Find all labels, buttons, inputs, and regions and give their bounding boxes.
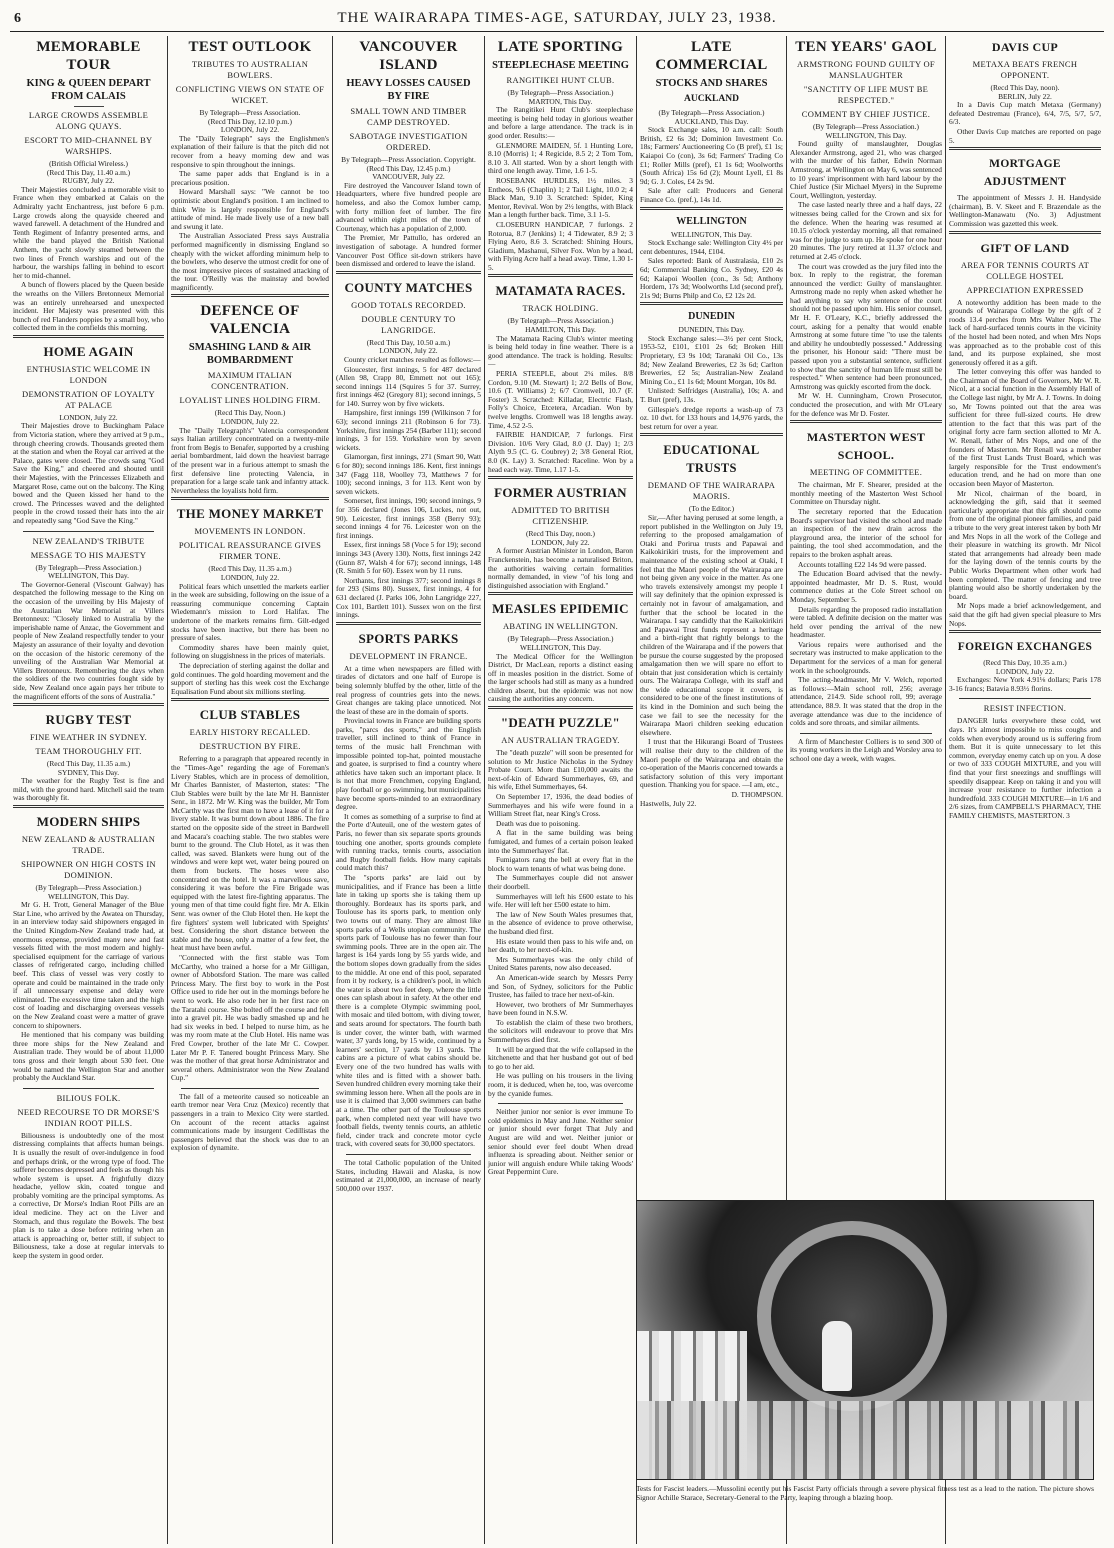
paragraph: Commodity shares have been mainly quiet, following on sluggishness in the prices of materials. [171,642,329,661]
headline: LATE COMMERCIAL [655,39,768,73]
headline: MEASLES EPIDEMIC [492,601,629,617]
deck: TEAM THOROUGHLY FIT. [35,746,142,757]
paragraph: Provincial towns in France are building sports parks, "parcs des sports," and the English traveller, still inclined to think of France in terms of the music hall Frenchman with impossible pointed top-hat, pointed moustache and goatee, is surprised to find a country where athletics have taken such an important place. It is not that more Frenchmen, copying England, play football or go swimming, but municipalities have become sports-minded to an extraordinary degree. [336,716,481,812]
news-photograph [636,1200,1094,1480]
column-7 [946,36,1104,1196]
deck: DEMONSTRATION OF LOYALTY AT PALACE [22,388,155,410]
dateline: LONDON, July 22. [220,125,280,135]
paragraph: The Australian Associated Press says Australia performed magnificently in dismissing England so cheaply with the wicket affording minimum help to the bowlers, who deserve the utmost credit for one of the most impressive pieces of sustained attacking of the tour. O'Reilly was the mainstay and bowled magnificently. [171,231,329,292]
paragraph: The Medical Officer for the Wellington District, Dr MacLean, reports a distinct easing off in measles position in the district. Some of the larger schools had still as many as a hundred children absent, but the epidemic was not now causing the authorities any concern. [488,651,633,704]
paragraph: Glamorgan, first innings, 271 (Smart 90, Watt 6 for 80); second innings 186. Kent, first innings 347 (Fagg 118, Woolley 73, Matthews 7 for 100); second innings, 3 for 113. Kent won by seven wickets. [336,452,481,496]
paragraph: The fall of a meteorite caused so noticeable an earth tremor near Vera Cruz (Mexico) recently that passengers in a train to Mexico City were startled. On account of the recent attacks against communications made by insurgent Cedillistas the passengers believed that the shock was due to an explosion of dynamite. [171,1091,329,1153]
headline: EDUCATIONAL TRUSTS [663,443,760,476]
paragraph: A firm of Manchester Colliers is to send 300 of its young workers in the Leigh and Worsley area to school one day a week, with wages. [790,736,942,763]
deck: ESCORT TO MID-CHANNEL BY WARSHIPS. [24,135,153,156]
deck: "SANCTITY OF LIFE MUST BE RESPECTED." [803,84,929,105]
headline: COUNTY MATCHES [344,279,473,295]
dateline: WELLINGTON, This Day. [825,130,907,140]
deck: DOUBLE CENTURY TO LANGRIDGE. [361,313,456,335]
deck: CONFLICTING VIEWS ON STATE OF WICKET. [175,84,325,105]
dateline: MARTON, This Day. [528,96,593,106]
deck: LARGE CROWDS ASSEMBLE ALONG QUAYS. [28,110,149,131]
credit: (By Telegraph—Press Association.) [507,88,614,97]
deck: LOYALIST LINES HOLDING FIRM. [179,395,321,406]
deck: SABOTAGE INVESTIGATION ORDERED. [349,131,468,152]
paragraph: Stock Exchange sales:—3½ per cent Stock, 1953-52, £101, £101 2s 6d; Broken Hill Proprietary, £3 9s 10d; Taranaki Oil Co., 13s 8d; New Zealand Breweries, £2 3s 6d; Carlton Breweries, £2 5s; Australian-New Zealand Mining Co., £1 1s 6d; Mount Morgan, 10s 8d. [640,333,783,386]
advert-text: DANGER lurks everywhere these cold, wet days. It's almost impossible to miss coughs and colds when everybody around us is suffering from them. But it is quite unnecessary to let this common, everyday enemy catch up on you. A dose or two of 333 COUGH MIXTURE, and you will find that your first sneezings and snufflings will speedily disappear. Keep on taking it and you will increase your resistance to further infection a hundredfold. 333 COUGH MIXTURE—in 1/6 and 2/6 sizes, from CAMPBELL'S PHARMACY, THE FAMILY CHEMISTS, MASTERTON. 3 [949,716,1101,820]
dateline: BERLIN, July 22. [998,91,1052,101]
headline: HOME AGAIN [43,343,134,359]
headline: DAVIS CUP [991,40,1059,54]
headline: MORTGAGE ADJUSTMENT [983,158,1067,189]
subheadline: STOCKS AND SHARES [655,78,768,89]
paragraph: Mr Nops made a brief acknowledgement, and said that the gift had given special pleasure to Mrs Nops. [949,601,1101,628]
paragraph: The weather for the Rugby Test is fine and mild, with the ground hard. Mitchell said the team was thoroughly fit. [13,776,164,803]
paragraph: The Rangitikei Hunt Club's steeplechase meeting is being held today in glorious weather and before a large attendance. The track is in good order. Results:— [488,105,633,140]
received: (Recd This Day, 11.40 a.m.) [46,167,131,177]
deck: TRACK HOLDING. [522,303,599,314]
paragraph: Fire destroyed the Vancouver Island town of Headquarters, where five hundred people are homeless, and also the Comox lumber camp, with forty million feet of lumber. The fire advanced within eight miles of the town of Courtenay, which has a population of 2,000. [336,180,481,233]
received: (Recd This Day, 10.50 a.m.) [366,337,451,347]
dateline: WELLINGTON, This Day. [671,229,752,239]
paragraph: Stock Exchange sale: Wellington City 4½ per cent debentures, 1944, £104. [640,238,783,256]
headline: MODERN SHIPS [36,814,141,830]
deck: AREA FOR TENNIS COURTS AT COLLEGE HOSTEL [960,259,1090,281]
credit: By Telegraph—Press Association. Copyright. [341,155,476,164]
deck: COMMENT BY CHIEF JUSTICE. [801,109,931,119]
received: (Recd This Day, 12.10 p.m.) [208,116,292,126]
credit: By Telegraph—Press Association. [199,108,301,117]
paragraph: Fumigators rang the bell at every flat in the block to warn tenants of what was being done. [488,855,633,873]
paragraph: The secretary reported that the Education Board's supervisor had visited the school and made an inspection of the new drain across the playground area, the interior of the school for painting, the tool shed accommodation, and the repairs to the broken asphalt areas. [790,506,942,559]
dateline: HAMILTON, This Day. [525,325,596,335]
column-5 [637,36,786,1196]
blazing-hoop [757,1221,947,1411]
column-3 [333,36,484,1544]
headline: THE MONEY MARKET [176,506,324,522]
paragraph: The total Catholic population of the United States, including Hawaii and Alaska, is now estimated at 21,000,000, an increase of nearly 500,000 over 1937. [336,1157,481,1193]
deck: ADMITTED TO BRITISH CITIZENSHIP. [511,505,610,527]
column-1 [10,36,167,1544]
paragraph: Mr G. H. Trott, General Manager of the Blue Star Line, who arrived by the Awatea on Thursday, in an interview today said shipowners engaged in the United Kingdom-New Zealand trade had, at enormous expense, provided many new and fast vessels fitted with the most modern and highly-specialised equipment for the carriage of various classes of refrigerated cargo, including chilled beef. This class of vessel was very costly to operate and could be maintained in the trade only if all unnecessary expense and delay were eliminated. The excessive time taken and the high cost of loading and discharging overseas vessels on the New Zealand coast were a matter of grave concern to shipowners. [13,900,164,1030]
dateline: LONDON, July 22. [379,346,438,356]
deck: NEW ZEALAND'S TRIBUTE [32,535,145,546]
paragraph: Their Majesties concluded a memorable visit to France when they embarked at Calais on the Admiralty yacht Enchantress, just before 6 p.m. Large crowds along the quayside cheered and waved farewell. A detachment of the Hundred and Tenth Regiment of Infantry presented arms, and while the band played the British National Anthem, the yacht slowly steamed between the two lines of French warships and out of the harbour, the warships falling in behind to escort her to mid-channel. [13,184,164,280]
paragraph: The Summerhayes couple did not answer their doorbell. [488,873,633,891]
subheadline: SMASHING LAND & AIR BOMBARDMENT [188,342,312,367]
headline: LATE SPORTING [497,39,624,55]
paragraph: Sales reported: Bank of Australasia, £10 2s 6d; Commercial Banking Co. Sydney, £20 4s 6d; Kaiapoi Woollen (con., 3s 5d; Anthony Hordern, 17s 3d; Woolworths Ltd (second pref), 21s 9d; Burns Philp and Co, £2 12s 2d. [640,256,783,300]
paragraph: The case lasted nearly three and a half days, 22 witnesses being called for the Crown and six for the defence. When the hearing was resumed at 10.15 o'clock yesterday morning, all that remained was for the judge to sum up. He spoke for one hour 20 minutes. The jury retired at 11.37 o'clock and returned at 2.45 o'clock. [790,200,942,261]
paragraph: County cricket matches resulted as follows:— [344,354,481,364]
headline: GIFT OF LAND [980,240,1070,255]
paragraph: Found guilty of manslaughter, Douglas Alexander Armstrong, aged 21, who was charged with the murder of his father, Edwin Norman Armstrong, at Wellington on May 6, was sentenced to 10 years' imprisonment with hard labour by the Chief Justice (Sir Michael Myers) in the Supreme Court, Wellington, yesterday. [790,139,942,200]
dateline: LONDON, July 22. [220,573,280,582]
dateline: DUNEDIN, This Day. [678,325,745,335]
paragraph: The Governor-General (Viscount Galway) has despatched the following message to the King on the occasion of the unveiling by His Majesty of the Australian War Memorial at Villers Bretonneux: "Closely linked to Australia by the imperishable name of Anzac, the Government and people of New Zealand respectfully tender to your Majesty an assurance of their loyalty and devotion on the occasion of the historic ceremony of the unveiling of the Australian War Memorial at Villers Bretonneux. Remembering the days when the soldiers of the two countries fought side by side, New Zealand once again pays her tribute to the magnificent efforts of the sons of Australia." [13,579,164,701]
dateline: WELLINGTON, This Day. [520,642,601,652]
paragraph: "Connected with the first stable was Tom McCarthy, who trained a horse for a Mr Gilligan, owner of Abbotsford Station. The mare was called Princess Mary. The first boy to work in the Post Office used to ride her out in the mornings before he went to work. He also rode her in her first race on the Taratahi course. She bolted off the course and fell into a gravel pit. He was badly smashed up and he had six weeks in bed. I helped to nurse him, as he was my room mate at the Club Hotel. His name was Fred Cowper, brother of the late Mr C. Cowper. Later Mr P. F. Tanered bought Princess Mary. She was the mother of that great horse Administrator and several others. Administrator won the New Zealand Cup." [171,952,329,1083]
received: (Recd This Day, 11.35 a.m.) [46,759,131,769]
paragraph: Somerset, first innings, 190; second innings, 9 for 356 declared (Jones 106, Luckes, not out, 90). Leicester, first innings 358 (Berry 93); second innings 4 for 76. Leicester won on the first innings. [336,496,481,540]
race-result: ROSEBANK HURDLES, 1½ miles. 3 Entheos, 9.6 (Chaplin) 1; 2 Tail Light, 10.0 2; 4 Black Man, 9.10 3. Scratched: Spider, King Mentor, Revival. Won by 2½ lengths, with Black Man a length further back. Time, 3.1 1-5. [488,175,633,220]
paragraph: A noteworthy addition has been made to the grounds of Wairarapa College by the gift of 2 roods 13.4 perches from Mrs Walter Nops. The lack of hard-surfaced tennis courts in the vicinity of the hostel had been noted, and when Mrs Nops was approached as to the probable cost of this land, and its purpose explained, she most generously offered it as a gift. [949,297,1101,367]
paragraph: Gillespie's dredge reports a wash-up of 73 oz. 10 dwt. for 133 hours and 14,976 yards, the best return for over a year. [640,404,783,431]
deck: EARLY HISTORY RECALLED. [189,727,311,738]
race-result: FAIRBIE HANDICAP, 7 furlongs. First Division. 10/6 Very Glad, 8.0 (J. Day) 1; 2/3 Alyth 9.5 (C. G. Coubrey) 2; 3/8 General Riot, 8.0 (K. Lay) 3. Scratched: Raceline. Won by a head each way. Time, 1.17 1-5. [488,430,633,474]
paragraph: Mr Nicol, chairman of the board, in acknowledging the gift, said that it seemed particularly appropriate that this gift should come from one of the original pioneer families, and paid a tribute to the very great interest taken by both Mr and Mrs Nops in all the work of the College and their pleasure in watching its growth. Mr Nicol stated that arrangements had already been made for the laying down of the tennis courts by the Public Works Department when other work had been completed. The matter of fencing and tree planting would also be shortly undertaken by the board. [949,488,1101,601]
paragraph: Howard Marshall says: "We cannot be too optimistic about England's position. I am inclined to think Wite is largely responsible for England's attitude of mind. He made lively use of a new ball and swung it late. [171,187,329,231]
paragraph: His estate would then pass to his wife and, on her death, to her next-of-kin. [488,936,633,955]
deck: MEETING OF COMMITTEE. [809,467,923,478]
paragraph: Biliousness is undoubtedly one of the most distressing complaints that affects human beings. It is usually the result of over-indulgence in food and perhaps drink, or the wrong type of food. The sufferer becomes depressed and feels as though his whole system is upset. A frightfully dizzy headache, yellow skin, coated tongue and probably vomiting are the principal symptoms. As a corrective, Dr Morse's Indian Root Pills are an ideal medicine. They act on the Liver and Stomach, and thus regulate the Bowels. The best plan is to take a dose before retiring when an attack is approaching or, better still, if subject to Biliousness, take a dose at regular intervals to keep the system in good order. [13,1130,164,1261]
dateline: LONDON, July 22. [531,537,590,547]
subheadline: AUCKLAND [684,94,739,104]
leaping-figure [822,1321,852,1391]
paragraph: The court was crowded as the jury filed into the box. In reply to the registrar, the foreman announced the verdict: Guilty of manslaughter. Armstrong made no reply when asked whether he had anything to say why sentence of the court should not be passed upon him. His senior counsel, Mr H. F. O'Leary, K.C., briefly addressed the court, asking for a penalty that would enable Armstrong at some future time "to use the talents and ability he undoubtedly possessed." Addressing the prisoner, his Honour said: "There must be passed upon you a substantial sentence, sufficient to show that the sanctity of human life must still be respected." When sentence had been pronounced, Armstrong was quickly escorted from the dock. [790,261,942,391]
headline: TEN YEARS' GAOL [795,39,937,55]
paragraph: The Education Board advised that the newly-appointed headmaster, Mr D. S. Rust, would commence duties at the Cole Street school on Monday, September 5. [790,569,942,604]
dateline: LONDON, July 22. [220,417,280,427]
paragraph: The "death puzzle" will soon be presented for solution to Mr Justice Nicholas in the Sydney Probate Court. More than £10,000 awaits the next-of-kin of Edward Summerhayes, 69, and his wife, Ethel Summerhayes, 64. [488,748,633,792]
deck: ABATING IN WELLINGTON. [502,621,619,632]
paragraph: On September 17, 1936, the dead bodies of Summerhayes and his wife were found in a William Street flat, near King's Cross. [488,792,633,819]
headline: DEFENCE OF VALENCIA [200,303,300,338]
paragraph: Accounts totalling £22 14s 9d were passed. [798,559,927,569]
paragraph: A former Austrian Minister in London, Baron Franckenstein, has become a naturalised Briton, the authorities waiving certain formalities normally demanded, in view "of his long and distinguished association with England." [488,546,633,590]
page-number: 6 [14,11,21,26]
paragraph: To establish the claim of these two brothers, the solicitors will endeavour to prove that Mrs Summerhayes died first. [488,1017,633,1045]
advert-verse: Neither junior nor senior is ever immune To cold epidemics in May and June. Neither senior or junior should ever forget That July and August are wild and wet. Neither junior or senior should ever feel doubt When dread influenza is spreading about. Neither senior or junior will anguish endure While taking Woods' Great Peppermint Cure. [488,1107,633,1177]
deck: METAXA BEATS FRENCH OPPONENT. [972,59,1078,80]
paragraph: The appointment of Messrs J. H. Handyside (chairman), B. V. Skeet and F. Brazendale as the Wellington-Manawatu (No. 3) Adjustment Commission was gazetted this week. [949,193,1101,228]
deck: ENTHUSIASTIC WELCOME IN LONDON [26,363,151,385]
photo-caption: Tests for Fascist leaders.—Mussolini ecently put his Fascist Party officials through a severe physical fitness test as a lead to the nation. The picture shows Signor Achille Starace, Secretary-General to the Party, leaping through a blazing hoop. [636,1484,1094,1502]
race-result: CLOSEBURN HANDICAP, 7 furlongs. 2 Rotorua, 8.7 (Jenkins) 1; 4 Tidewater, 8.9 2; 3 Flying Aero, 8.6 3. Scratched: Shining Hours, Gladium, Mashanui, Silver Fox. Won by a head, with Flying Acre half a head away. Time, 1.30 1-5. [488,219,633,272]
paragraph: Mrs Summerhayes was the only child of United States parents, now also deceased. [488,954,633,973]
dateline: SYDNEY, This Day. [57,767,120,777]
deck: NEW ZEALAND & AUSTRALIAN TRADE. [21,834,156,856]
deck: MESSAGE TO HIS MAJESTY [30,549,147,560]
note: (To the Editor.) [688,504,735,514]
dateline: VANCOUVER, July 22. [372,172,445,182]
paragraph: In a Davis Cup match Metaxa (Germany) defeated Destremau (France), 6/4, 7/5, 5/7, 5/7, 6/3. [949,100,1101,127]
paragraph: He mentioned that his company was building three more ships for the New Zealand and Australian trade. They would be of about 11,000 tons gross and their length about 530 feet. One would be named the Wellington Star and another probably the Auckland Star. [13,1030,164,1083]
headline: FORMER AUSTRIAN [494,485,627,501]
credit: (By Telegraph—Press Association.) [658,108,765,117]
paragraph: Exchanges: New York 4.91⅛ dollars; Paris 178 3-16 francs; Batavia 8.93½ florins. [949,675,1101,693]
paragraph: I trust that the Hikurangi Board of Trustees will realise their duty to the children of the Maori people of the Wairarapa and obtain the co-operation of the Maoris concerned towards a satisfactory solution of this very important question. Thanking you for space. —I am, etc., [640,737,783,790]
subheadline: WELLINGTON [676,215,747,227]
paragraph: Northants, first innings 377; second innings 8 for 293 (Sims 80). Sussex, first innings, 4 for 631 declared (J. Parks 106, John Langridge 227, Cox 101, Bartlett 101). Sussex won on the first innings. [336,575,481,620]
paragraph: A bunch of flowers placed by the Queen beside the wreaths on the Villers Bretonneux Memorial was an entirely unrehearsed and unexpected incident. Her Majesty was presented with this bunch of red Flanders poppies by a small boy, who collected them in the cornfields this morning. [13,280,164,333]
paragraph: The same paper adds that England is in a precarious position. [171,169,329,187]
paragraph: It comes as something of a surprise to find at the Porte d'Auteuil, one of the western gates of Paris, no fewer than six separate sports grounds touching one another, sports grounds complete with running tracks, tennis courts, association and Rugby football fields. How many capitals could match this? [336,811,481,873]
dateline: AUCKLAND, This Day. [674,116,749,126]
deck: MOVEMENTS IN LONDON. [194,526,306,537]
deck: BILIOUS FOLK. [56,1092,121,1103]
credit: (By Telegraph—Press Association.) [35,562,142,572]
paragraph: The "Daily Telegraph's" Valencia correspondent says Italian artillery concentrated on a twenty-mile front from Begis to Benafer, supported by a crushing aerial bombardment, laid down the heaviest barrage of the present war in a furious attempt to smash the first defensive line protecting Valencia, in preparation for a large scale tank and infantry attack. Nevertheless the loyalists hold firm. [171,425,329,495]
paragraph: Various repairs were authorised and the secretary was instructed to make application to the Department for the services of a man for general work in the schoolgrounds. [790,639,942,675]
paragraph: Death was due to poisoning. [496,818,580,828]
race-result: GLENMORE MAIDEN, 5f. 1 Hunting Lore, 8.10 (Morris) 1; 4 Regicide, 8.5 2; 2 Tom Tom, 8.10 3. All started. Won by a short length with third one length away. Time, 1.6 1-5. [488,140,633,176]
headline: VANCOUVER ISLAND [359,39,458,73]
received: (Recd This Day, noon.) [526,529,595,539]
subheadline: HEAVY LOSSES CAUSED BY FIRE [346,78,471,102]
dateline: RUGBY, July 22. [62,176,115,186]
credit: (By Telegraph—Press Association.) [507,316,614,326]
paragraph: The letter conveying this offer was handed to the Chairman of the Board of Governors, Mr W. R. Nicol, at a social function in the Assembly Hall of the College last night, by Mr A. J. Towns. In doing so, Mr Towns pointed out that the area was sufficient for three full-sized courts. He drew attention to the fact that this was part of the original forty acre farm section allotted to Mr A. W. Renall, father of Mrs Nops, and one of the founders of Masterton. Mr Renall was a member of the first Trust Lands Trust Board, which was largely responsible for the Trust endowment's education trend, and he had on more than one occasion been Mayor of Masterton. [949,367,1101,488]
paragraph: Details regarding the proposed radio installation were tabled. A definite decision on the matter was held over pending the arrival of the new headmaster. [790,604,942,640]
dateline: WELLINGTON, This Day. [48,571,129,581]
deck: DESTRUCTION BY FIRE. [199,741,301,752]
paragraph: Mr W. H. Cunningham, Crown Prosecutor, conducted the prosecution, and with Mr O'Leary for the defence was Mr D. Foster. [790,391,942,418]
deck: NEED RECOURSE TO DR MORSE'S INDIAN ROOT PILLS. [17,1106,160,1128]
paragraph: Political fears which unsettled the markets earlier in the week are subsiding, following on the issue of a reassuring communique concerning Captain Wiedemann's mission to Lord Halifax. The undertone of the markets remains firm. Gilt-edged stocks have been inactive, but there has been no pressure of sales. [171,581,329,643]
received: (Recd This Day, noon). [990,83,1060,92]
deck: AN AUSTRALIAN TRAGEDY. [501,735,620,746]
paragraph: Referring to a paragraph that appeared recently in the "Times-Age" regarding the age of Foreman's Livery Stables, which are in process of demolition, Mr Charles Bannister, of Masterton, states: "The Club Stables were built by the late Mr H. Bannister Senr., in 1872. Mr W. King was the builder, Mr Tom McCarthy was the first man to have a lease of it for a livery stable. It was burnt down about 1886. The fire started on the opposite side of the street in Bardwell and Macara's coaching stable. The two stables were burnt to the ground. The Club Hotel, as it was then called, was saved. Blankets were hung out of the windows and were kept wet, water being poured on them from buckets. The hoses were also concentrated on the hotel. It was a marvellous save, considering it was before the Fire Brigade was equipped with the latest fire-fighting apparatus. The young men of that time could fight fire. Mr A. Elkin Senr. was owner of the Club Hotel then. He kept the fire fighters' system well lubricated with Speights' best. Considering the short distance between the stable and the house, only a matter of a few feet, the heat must have been awful. [171,754,329,953]
column-6 [787,36,945,1196]
deck: ARMSTRONG FOUND GUILTY OF MANSLAUGHTER [797,59,935,80]
credit: (By Telegraph—Press Association.) [507,634,614,644]
headline: MATAMATA RACES. [495,283,626,299]
received: (Recd This Day, 11.35 a.m.) [208,564,292,574]
paragraph: The Premier, Mr Pattullo, has ordered an investigation of sabotage. A hundred former Vancouver Post Office sit-down strikers have been dismissed and ordered to leave the island. [336,233,481,269]
paragraph: He was pulling on his trousers in the living room, it is deduced, when he, too, was overcome by the cyanide fumes. [488,1071,633,1098]
paragraph: Gloucester, first innings, 5 for 487 declared (Allen 98, Crapp 80, Emmett not out 165); second innings 114 (Squires 5 for 37. Surrey, first innings 462 (Gregory 81); second innings, 5 for 140. Surrey won by five wickets. [336,364,481,408]
credit: (By Telegraph—Press Association.) [35,883,142,893]
headline: RUGBY TEST [45,712,132,728]
paragraph: A flat in the same building was being fumigated, and fumes of a certain poison leaked into the Summerhayes' flat. [488,828,633,855]
dateline: WELLINGTON, This Day. [48,891,129,901]
paragraph: However, two brothers of Mr Summerhayes have been found in N.S.W. [488,999,633,1018]
headline: MEMORABLE TOUR [36,39,141,73]
article-body [13,186,164,333]
paragraph: An American-wide search by Messrs Perry and Son, of Sydney, solicitors for the Public Trustee, has failed to trace her next-of-kin. [488,972,633,1000]
deck: POLITICAL REASSURANCE GIVES FIRMER TONE. [178,540,322,562]
deck: SMALL TOWN AND TIMBER CAMP DESTROYED. [350,106,467,127]
crowd-foreground [637,1401,1094,1480]
paragraph: The depreciation of sterling against the dollar and gold continues. The gold hoarding movement and the support of sterling has this week cost the Exchange Equalisation Fund about six millions sterling. [171,660,329,696]
paragraph: Sale after call: Producers and General Finance Co. (pref.), 14s 1d. [640,186,783,204]
deck: GOOD TOTALS RECORDED. [351,299,466,310]
signature-place: Hastwells, July 22. [640,798,697,808]
dateline: LONDON, July 22. [995,666,1055,676]
column-4 [485,36,636,1544]
headline: TEST OUTLOOK [188,39,312,55]
received: (Recd This Day, 10.35 a.m.) [983,658,1067,668]
paragraph: Stock Exchange sales, 10 a.m. call: South British, £2 6s 3d; Dominion Investment Co. 18s; Farmers' Auctioneering Co (B pref), £1 1s; Kaiapoi Co (con), 3s 6d; Farmers' Trading Co £1; Roller Mills (pref), £1 1s 6d; Woolworths (South Africa) 15s 6d (2); Mount Lyell, £1 8s 9d; G. J. Coles, £4 2s 9d. [640,125,783,186]
paragraph: Their Majesties drove to Buckingham Palace from Victoria station, where they arrived at 9 p.m., through cheering crowds. Thousands greeted them at the station and when the Royal car arrived at the Palace, gates were closed. The crowds sang "God Save the King," and cheered and shouted until their Majesties, with the Princesses Elizabeth and Margaret Rose, came out on the balcony. The King bowed and the Queen kissed her hand to the crowd. The Princesses waved and the delighted people in the crowd tossed their hats into the air and repeatedly sang "God Save the King." [13,421,164,525]
credit: (By Telegraph—Press Association.) [813,122,919,131]
deck: TRIBUTES TO AUSTRALIAN BOWLERS. [191,59,309,80]
masthead [10,6,1104,32]
deck: DEMAND OF THE WAIRARAPA MAORIS. [647,480,776,502]
paragraph: The chairman, Mr F. Shearer, presided at the monthly meeting of the Masterton West School Committee on Thursday night. [790,480,942,507]
received: (Recd This Day, Noon.) [214,408,286,418]
paragraph: Hampshire, first innings 199 (Wilkinson 7 for 63); second innings 211 (Robinson 6 for 73). Yorkshire, first innings 254 (Barber 111); second innings, 3 for 159. Yorkshire won by seven wickets. [336,408,481,452]
paragraph: The "sports parks" are laid out by municipalities, and if France has been a little late in taking up sports she is taking them up thoroughly. Bordeaux has its sports park, and Toulouse has its sports park, to mention only two towns out of many. They are almost like sports parks of a Wells utopian community. The sports park of Toulouse has no fewer than four swimming pools. Three are in the open air. The largest is 164 yards long by 55 yards wide, and the bottom slopes down gradually from the sides to the middle. At one end of this pool, separated from it by rockery, is a children's pool, in which the water is about two feet deep, where the little ones can splash about in safety. At the other end there is a complete Olympic swimming pool, with mosaic and tiled bottom, with diving tower, and seats around for spectators. The fourth bath is under cover, the winter bath, with warmed water, 37 yards long, by 15 wide, continued by a learners' section, 17 yards by 13 yards. The cabins are a picture of what cabins should be. Every one of the two hundred has walls with white tiles and is fitted with a shower bath. Seven hundred children every morning take their swimming lesson here. When all the pools are in use it is claimed that 3,000 swimmers can bathe at a time. The other part of the Toulouse sports park, when completed next year will have two football fields, twenty tennis courts, an athletic field, cinder track and concrete motor cycle track, with covered seats for 30,000 spectators. [336,872,481,1149]
race-result: PERIA STEEPLE, about 2¼ miles. 8/8 Cordon, 9.10 (M. Stewart) 1; 2/2 Bells of Bow, 10.6 (T. Williams) 2; 6/7 Cromwell, 10.7 (F. Foster) 3. Scratched: Killadar, Electric Flash, Folly's Choice, Etcetera, Arcadian. Won by twelve lengths. Cromwell was 18 lengths away. Time, 4.52 2-5. [488,369,633,430]
headline: CLUB STABLES [199,707,301,723]
deck: APPRECIATION EXPRESSED [966,284,1084,295]
signature: D. THOMPSON. [731,790,783,799]
paragraph: Essex, first innings 58 (Voce 5 for 19); second innings 343 (Avery 130). Notts, first innings 242 (Gunn 87, Walsh 4 for 67); second innings, 148 (R. Smith 5 for 60). Essex won by 11 runs. [336,540,481,576]
deck: RANGITIKEI HUNT CLUB. [506,75,615,85]
paragraph: The law of New South Wales presumes that, in the absence of evidence to prove otherwise, the husband died first. [488,909,633,936]
paragraph: Sir,—After having perused at some length, a report published in the Wellington on July 19, referring to the proposed amalgamation of Otaki and Porirua trusts and Papawai and Kaikokirikiri trusts, for the improvement and maintenance of the existing school at Otaki, I feel that the Maori people of the Wairarapa are not being given any voice in the matter. As one who travels extensively amongst my people I will say definitely that the opinion expressed is certainly not in favour of amalgamation, and further that the school be located in the Wairarapa. I say candidly that the Kaikokirikiri and Papawai Trust funds represent a heritage and a birth-right that rightly belongs to the children of the Wairarapa and if the powers that be pursue the course suggested by the proposed amalgamation then we will spare no effort to obtain that just consideration which is certainly ours. The Wairarapa College, with its staff and the wide educational scope it covers, is considered to be one of the finest institutions of its kind in the Dominion and such being the case we fail to see the necessity for the Wairarapa Maori children seeking education elsewhere. [640,513,783,737]
subheadline: DUNEDIN [688,311,735,323]
headline: MASTERTON WEST SCHOOL. [806,430,926,463]
paragraph: At a time when newspapers are filled with tirades of dictators and one half of Europe is being solemnly bluffed by the other, little of the real progress of countries gets into the news. Great changes are taking place unnoticed. Not the least of these are in the domain of sports. [336,663,481,716]
newspaper-title: THE WAIRARAPA TIMES-AGE, SATURDAY, JULY 23, 1938. [337,10,777,26]
received: (Recd This Day, 12.45 p.m.) [366,163,451,173]
credit: (British Official Wireless.) [49,159,128,168]
dateline: LONDON, July 22. [59,412,118,422]
paragraph: The Matamata Racing Club's winter meeting is being held today in fine weather. There is a good attendance. The track is holding. Results:— [488,333,633,369]
subheadline: KING & QUEEN DEPART FROM CALAIS [26,78,151,102]
deck: DEVELOPMENT IN FRANCE. [349,650,468,661]
deck: RESIST INFECTION. [983,703,1067,714]
paragraph: The acting-headmaster, Mr V. Welch, reported as follows:—Main school roll, 256; average attendance, 214.9. Side school roll, 99; average attendance, 88.9. It was stated that the drop in the average attendance was due to the incidence of colds and sore throats, and similar ailments. [790,675,942,728]
paragraph: Summerhayes will left his £600 estate to his wife. Her will left her £500 estate to him. [488,891,633,910]
paragraph: It will be argued that the wife collapsed in the kitchenette and that her husband got out of bed to go to her aid. [488,1044,633,1071]
paragraph: Unlisted: Selfridges (Australia), 10s; A. and T. Burt (pref), 13s. [640,386,783,405]
column-2 [168,36,332,1544]
headline: SPORTS PARKS [358,630,459,646]
headline: "DEATH PUZZLE" [500,715,621,731]
deck: FINE WEATHER IN SYDNEY. [29,732,148,743]
deck: SHIPOWNER ON HIGH COSTS IN DOMINION. [21,859,156,881]
headline: FOREIGN EXCHANGES [957,641,1093,654]
paragraph: Other Davis Cup matches are reported on page 5. [949,126,1101,145]
deck: MAXIMUM ITALIAN CONCENTRATION. [207,370,293,392]
subheadline: STEEPLECHASE MEETING [492,60,629,71]
paragraph: The "Daily Telegraph" says the Englishmen's explanation of their failure is that the pitch did not recover from a heavy morning dew and was responsive to spin throughout the innings. [171,133,329,169]
